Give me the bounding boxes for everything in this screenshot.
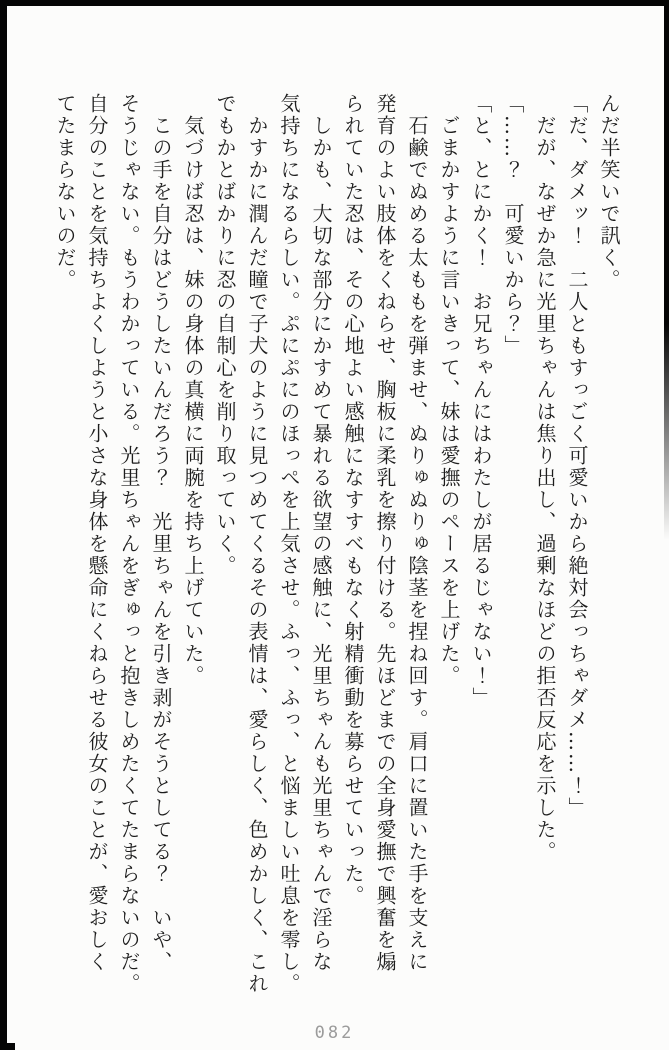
scan-edge-right bbox=[664, 0, 669, 540]
text-line: そうじゃない。もうわかっている。光里ちゃんをぎゅっと抱きしめたくてたまらないのだ。 bbox=[117, 93, 141, 995]
scan-edge-top bbox=[0, 0, 669, 6]
text-line: 「……？ 可愛いから？」 bbox=[501, 93, 525, 357]
scan-edge-left bbox=[0, 0, 7, 1050]
vertical-text-block bbox=[49, 93, 625, 1000]
text-line: だが、なぜか急に光里ちゃんは焦り出し、過剰なほどの拒否反応を示した。 bbox=[533, 115, 557, 863]
text-line: 気持ちになるらしい。ぷにぷにのほっぺを上気させ。ふっ、ふっ、と悩ましい吐息を零し。 bbox=[277, 93, 301, 995]
text-line: ごまかすように言いきって、妹は愛撫のペースを上げた。 bbox=[437, 115, 461, 687]
page-number: 082 bbox=[314, 1023, 355, 1043]
text-line: んだ半笑いで訊く。 bbox=[597, 93, 621, 291]
text-line: 「と、とにかく！ お兄ちゃんにはわたしが居るじゃない！」 bbox=[469, 93, 493, 709]
text-line: られていた忍は、その心地よい感触になすすべもなく射精衝動を募らせていった。 bbox=[341, 93, 365, 907]
text-line: しかも、大切な部分にかすめて暴れる欲望の感触に、光里ちゃんも光里ちゃんで淫らな bbox=[309, 115, 333, 973]
text-line: 自分のことを気持ちよくしようと小さな身体を懸命にくねらせる彼女のことが、愛おしく bbox=[85, 93, 109, 973]
scan-edge-bottom-left bbox=[0, 1043, 15, 1050]
text-line: 「だ、ダメッ！ 二人ともすっごく可愛いから絶対会っちゃダメ……！」 bbox=[565, 93, 589, 819]
text-line: 気づけば忍は、妹の身体の真横に両腕を持ち上げていた。 bbox=[181, 115, 205, 687]
text-line: かすかに潤んだ瞳で子犬のように見つめてくるその表情は、愛らしく、色めかしく、これ bbox=[245, 115, 269, 995]
text-line: 石鹸でぬめる太ももを弾ませ、ぬりゅぬりゅ陰茎を捏ね回す。肩口に置いた手を支えに bbox=[405, 115, 429, 973]
text-line: てたまらないのだ。 bbox=[53, 93, 77, 291]
text-line: この手を自分はどうしたいんだろう？ 光里ちゃんを引き剥がそうとしてる？ いや、 bbox=[149, 115, 173, 973]
text-line: 発育のよい肢体をくねらせ、胸板に柔乳を擦り付ける。先ほどまでの全身愛撫で興奮を煽 bbox=[373, 93, 397, 973]
text-line: でもかとばかりに忍の自制心を削り取っていく。 bbox=[213, 93, 237, 577]
